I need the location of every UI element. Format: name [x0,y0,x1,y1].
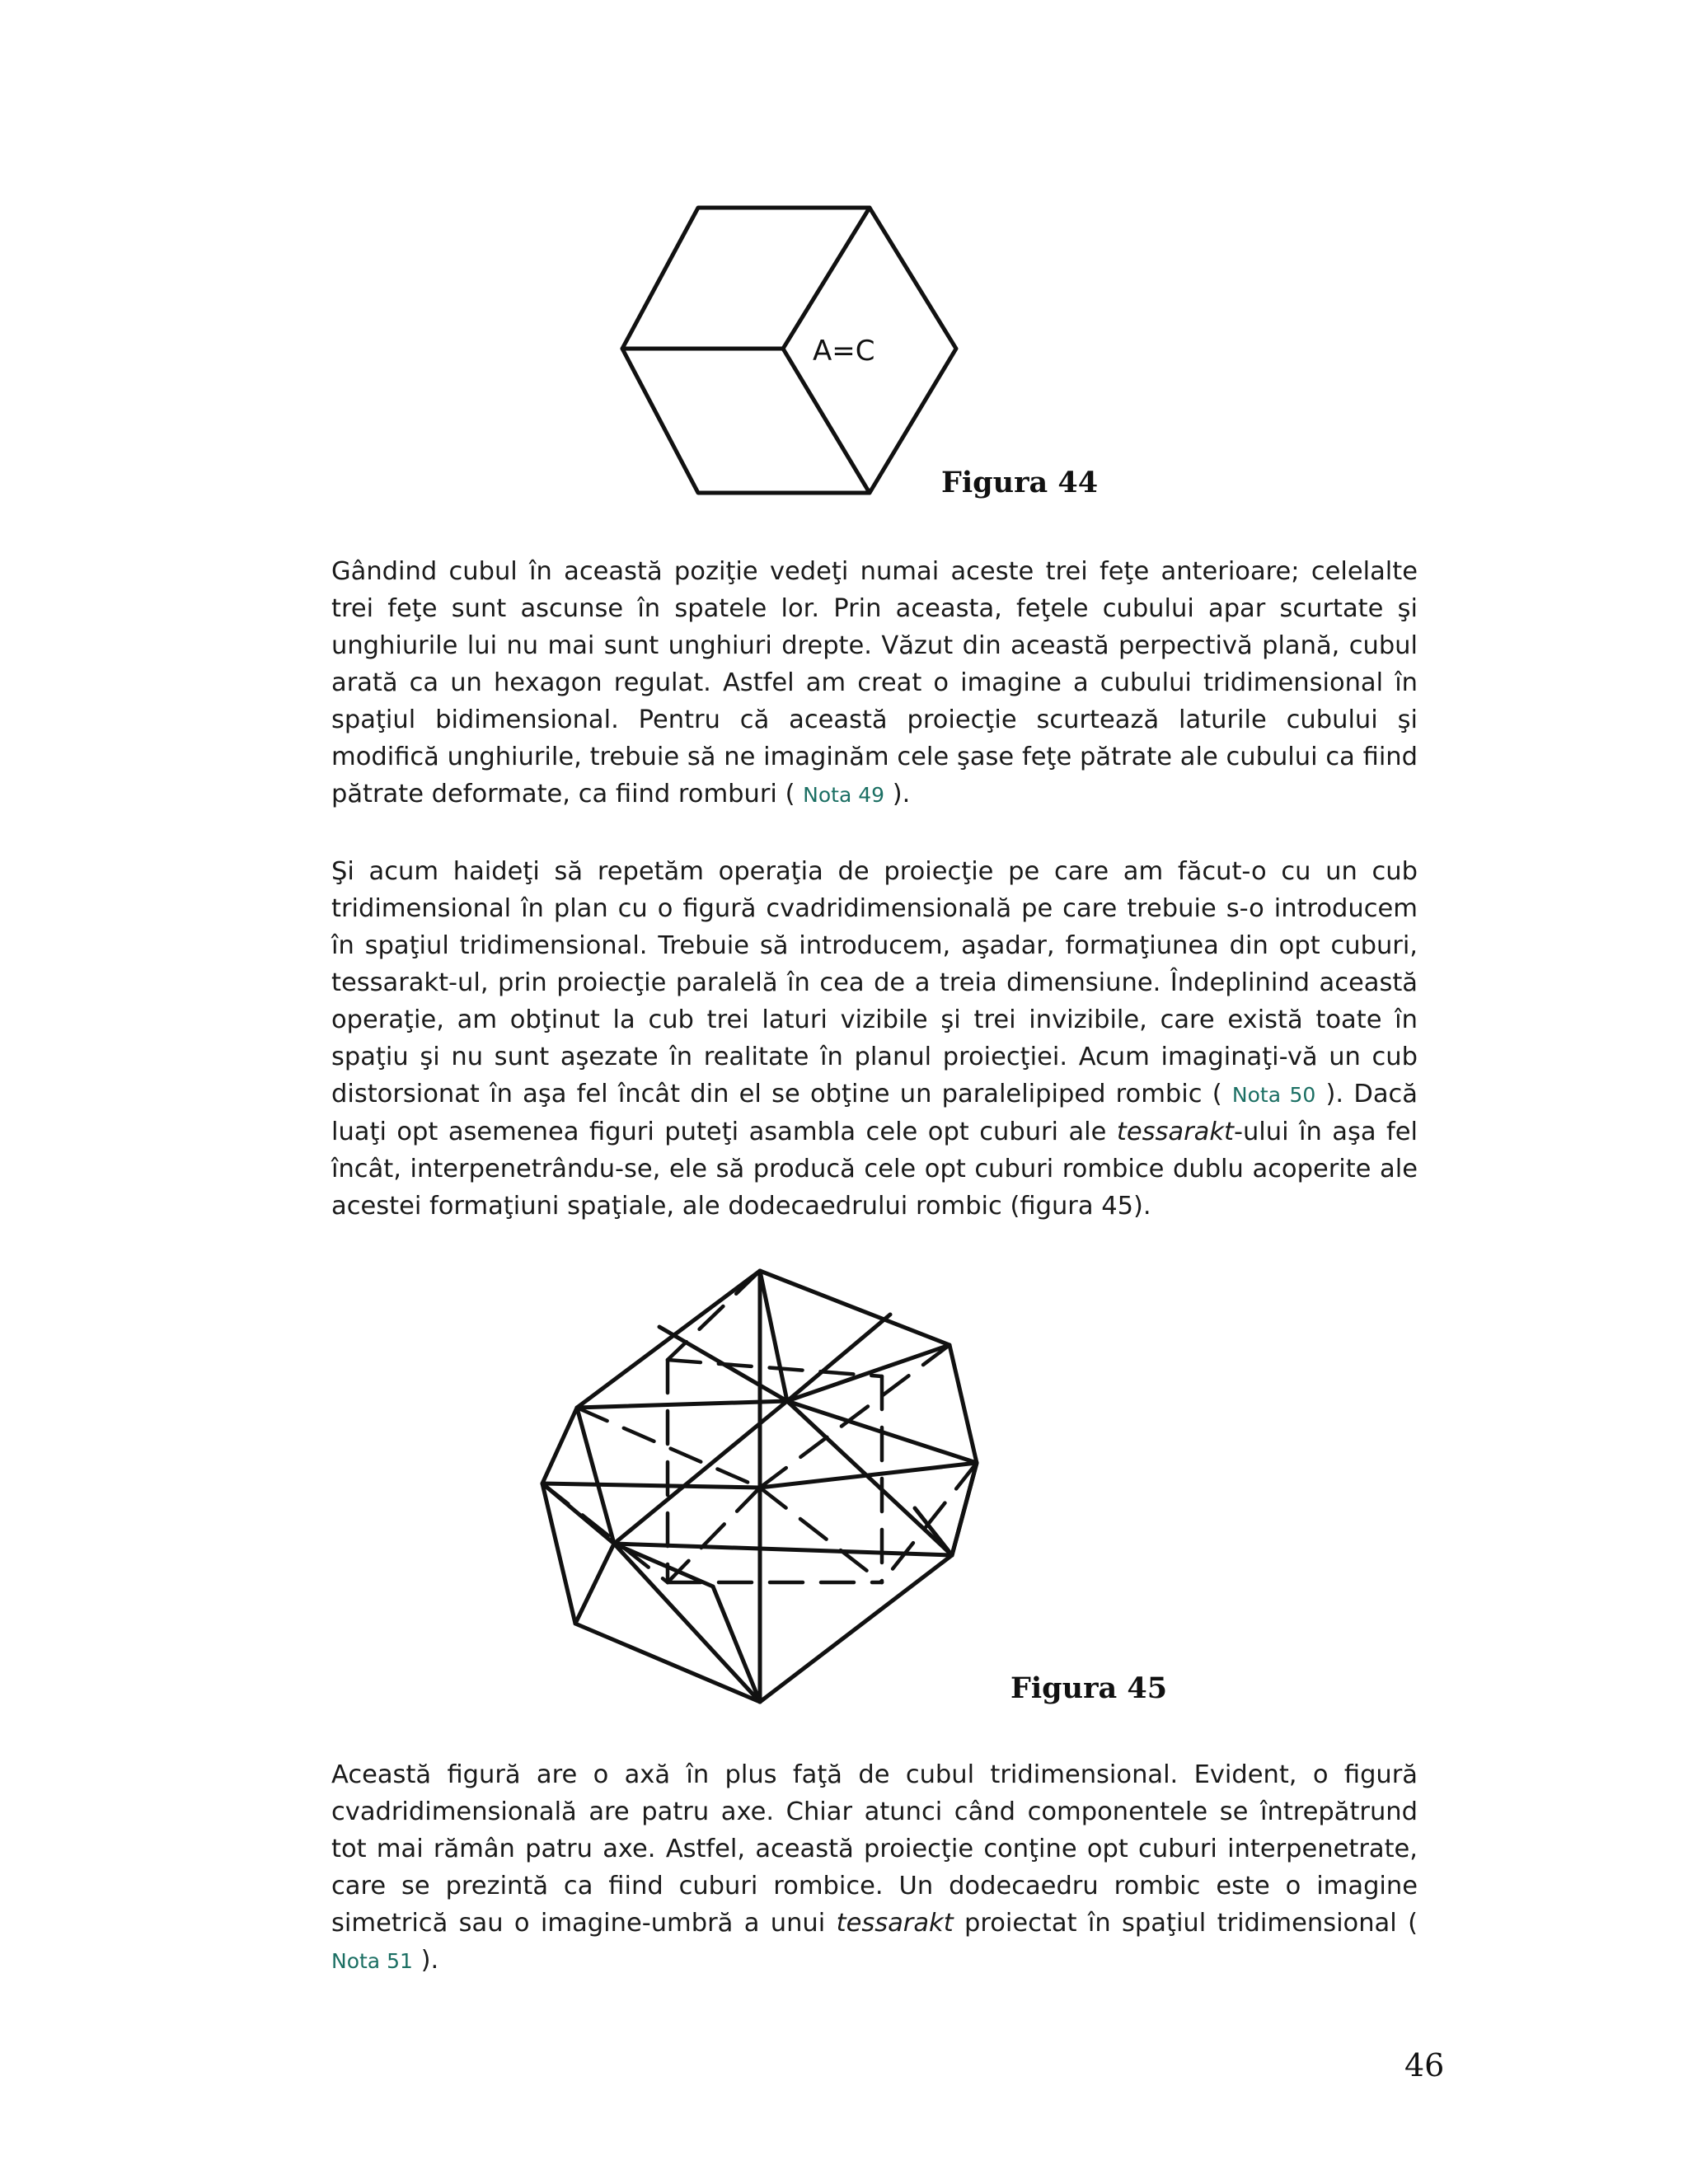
paragraph-3-note-close: ). [412,1946,439,1975]
paragraph-2-note-close: ). [1315,1080,1354,1108]
paragraph-1-note-open: ( [776,780,804,808]
paragraph-2 [331,853,1418,1225]
note-49-link[interactable]: Nota 49 [803,783,885,807]
note-50-link[interactable]: Nota 50 [1231,1083,1316,1107]
figure-45-drawing [536,1261,989,1710]
paragraph-2-note-open: ( [1202,1080,1232,1108]
page-number: 46 [1404,2047,1445,2083]
paragraph-1 [331,553,1418,813]
note-51-link[interactable]: Nota 51 [331,1949,413,1973]
face-label: A=C [813,335,875,368]
paragraph-2-text-c: -ului în aşa fel încât, interpenetrându-se, ele să producă cele opt cuburi rombice dublu acoperite ale acestei formaţiuni spaţiale, ale dodecaedrului rombic (figura 45). [331,1118,1418,1221]
paragraph-3-text-a: Această figură are o axă în plus faţă de cubul tridimensional. Evident, o figură cvadridimensională are patru axe. Chiar atunci când componentele se întrepătrund tot mai rămân patru axe. Astfel, această proiecţie conţine opt cuburi interpenetrate, care se prezintă ca fiind cuburi rombice. Un dodecaedru rombic este o imagine simetrică sau o imagine-umbră a unui [331,1760,1418,1938]
figure-45-caption: Figura 45 [1010,1671,1168,1705]
rhombic-dodecahedron-image [536,1261,989,1710]
figure-44-drawing [610,198,973,503]
figure-44-caption: Figura 44 [941,466,1099,499]
paragraph-2-text-a: Şi acum haideţi să repetăm operaţia de proiecţie pe care am făcut-o cu un cub tridimensional în plan cu o figură cvadridimensională pe care trebuie s-o introducem în spaţiul tridimensional. Trebuie să introducem, aşadar, formaţiunea din opt cuburi, tessarakt-ul, prin proiecţie paralelă în cea de a treia dimensiune. Îndeplinind această operaţie, am obţinut la cub trei laturi vizibile şi trei invizibile, care există toate în spaţiu şi nu sunt aşezate în realitate în planul proiecţiei. Acum imaginaţi-vă un cub distorsionat în aşa fel încât din el se obţine un paralelipiped rombic [331,857,1418,1108]
paragraph-2-italic-term: tessarakt [1116,1118,1234,1146]
paragraph-1-text: Gândind cubul în această poziţie vedeţi numai aceste trei feţe anterioare; celelalte trei feţe sunt ascunse în spatele lor. Prin aceasta, feţele cubului apar scurtate şi unghiurile lui nu mai sunt unghiuri drepte. Văzut din această perpectivă plană, cubul arată ca un hexagon regulat. Astfel am creat o imagine a cubului tridimensional în spaţiul bidimensional. Pentru că această proiecţie scurtează laturile cubului şi modifică unghiurile, trebuie să ne imaginăm cele şase feţe pătrate ale cubului ca fiind pătrate deformate, ca fiind romburi [331,557,1418,808]
paragraph-3 [331,1756,1418,1980]
paragraph-3-italic-term: tessarakt [836,1909,954,1938]
paragraph-2-text-b: Dacă luaţi opt asemenea figuri puteţi asambla cele opt cuburi ale [331,1080,1418,1146]
paragraph-3-text-b: proiectat în spaţiul tridimensional [953,1909,1397,1938]
paragraph-1-note-close: ). [884,780,911,808]
cube-hexagon-image [610,198,973,503]
paragraph-3-note-open: ( [1396,1909,1418,1938]
